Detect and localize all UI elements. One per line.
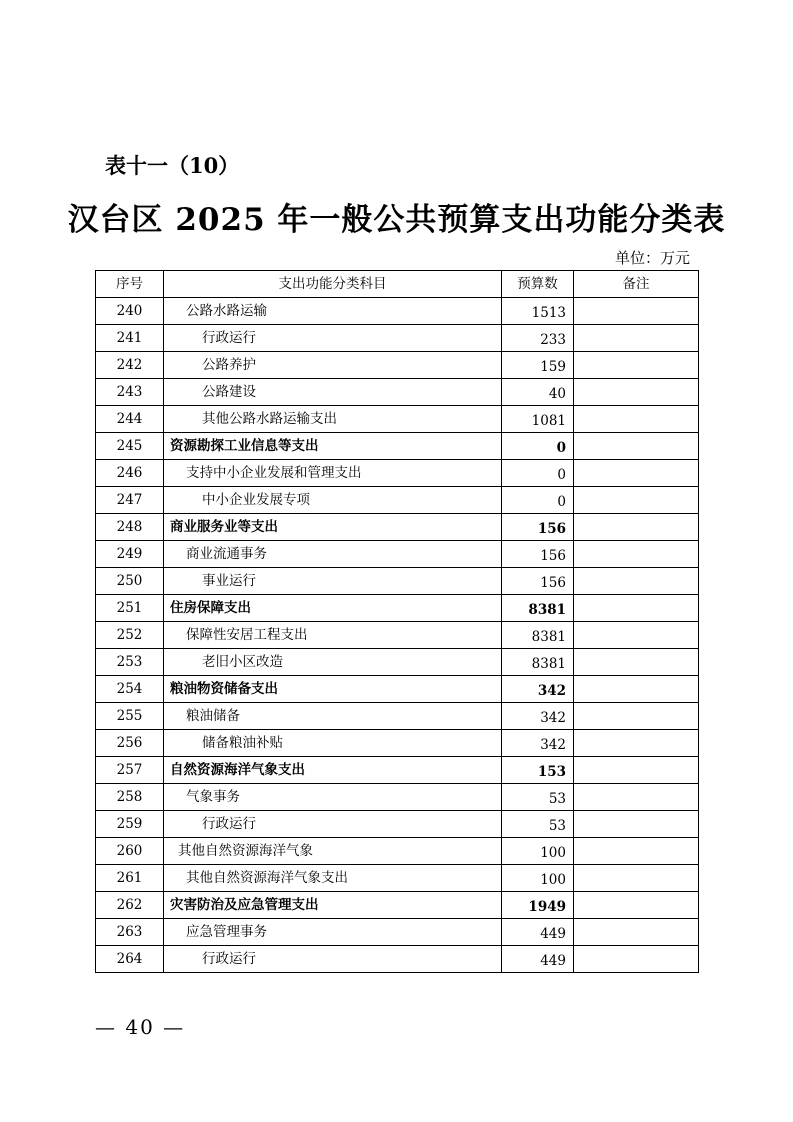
row-note	[574, 703, 699, 730]
row-seq: 256	[96, 730, 164, 757]
row-item: 气象事务	[164, 784, 502, 811]
table-row	[96, 730, 699, 757]
row-item: 商业服务业等支出	[164, 514, 502, 541]
row-item: 行政运行	[164, 811, 502, 838]
row-amount: 0	[502, 460, 574, 487]
row-item: 其他公路水路运输支出	[164, 406, 502, 433]
row-amount: 100	[502, 865, 574, 892]
row-seq: 243	[96, 379, 164, 406]
unit-label: 单位：万元	[614, 249, 690, 267]
table-row	[96, 676, 699, 703]
row-amount: 1513	[502, 298, 574, 325]
table-body	[96, 298, 699, 973]
table-header-row	[96, 271, 699, 298]
row-seq: 251	[96, 595, 164, 622]
table-row	[96, 460, 699, 487]
row-item: 粮油物资储备支出	[164, 676, 502, 703]
row-note	[574, 406, 699, 433]
row-note	[574, 379, 699, 406]
row-note	[574, 892, 699, 919]
row-note	[574, 946, 699, 973]
table-row	[96, 865, 699, 892]
row-amount: 53	[502, 811, 574, 838]
row-note	[574, 595, 699, 622]
row-item: 中小企业发展专项	[164, 487, 502, 514]
row-item: 住房保障支出	[164, 595, 502, 622]
column-header-item: 支出功能分类科目	[164, 271, 502, 298]
table-row	[96, 703, 699, 730]
row-seq: 241	[96, 325, 164, 352]
table-row	[96, 919, 699, 946]
row-item: 老旧小区改造	[164, 649, 502, 676]
row-seq: 244	[96, 406, 164, 433]
row-item: 行政运行	[164, 946, 502, 973]
row-seq: 263	[96, 919, 164, 946]
table-row	[96, 487, 699, 514]
row-amount: 100	[502, 838, 574, 865]
table-row	[96, 352, 699, 379]
row-seq: 261	[96, 865, 164, 892]
table-row	[96, 379, 699, 406]
column-header-seq: 序号	[96, 271, 164, 298]
row-item: 公路养护	[164, 352, 502, 379]
row-note	[574, 784, 699, 811]
table-row	[96, 433, 699, 460]
row-amount: 156	[502, 541, 574, 568]
row-seq: 262	[96, 892, 164, 919]
table-row	[96, 406, 699, 433]
row-item: 商业流通事务	[164, 541, 502, 568]
row-seq: 249	[96, 541, 164, 568]
row-amount: 342	[502, 730, 574, 757]
row-amount: 342	[502, 676, 574, 703]
row-item: 其他自然资源海洋气象支出	[164, 865, 502, 892]
table-row	[96, 811, 699, 838]
row-note	[574, 676, 699, 703]
budget-table	[95, 270, 699, 973]
table-row	[96, 784, 699, 811]
row-seq: 258	[96, 784, 164, 811]
row-note	[574, 757, 699, 784]
document-title: 汉台区 2025 年一般公共预算支出功能分类表	[67, 202, 726, 238]
row-note	[574, 919, 699, 946]
row-seq: 242	[96, 352, 164, 379]
row-amount: 1081	[502, 406, 574, 433]
row-item: 公路水路运输	[164, 298, 502, 325]
row-item: 行政运行	[164, 325, 502, 352]
row-note	[574, 514, 699, 541]
row-amount: 449	[502, 919, 574, 946]
row-amount: 40	[502, 379, 574, 406]
table-row	[96, 622, 699, 649]
row-note	[574, 460, 699, 487]
row-seq: 247	[96, 487, 164, 514]
row-note	[574, 487, 699, 514]
row-seq: 253	[96, 649, 164, 676]
row-seq: 260	[96, 838, 164, 865]
row-note	[574, 433, 699, 460]
row-amount: 156	[502, 568, 574, 595]
row-note	[574, 568, 699, 595]
row-amount: 0	[502, 487, 574, 514]
table-row	[96, 595, 699, 622]
row-item: 粮油储备	[164, 703, 502, 730]
row-amount: 53	[502, 784, 574, 811]
row-amount: 8381	[502, 622, 574, 649]
column-header-amount: 预算数	[502, 271, 574, 298]
row-item: 保障性安居工程支出	[164, 622, 502, 649]
row-item: 其他自然资源海洋气象	[164, 838, 502, 865]
row-amount: 342	[502, 703, 574, 730]
table-row	[96, 514, 699, 541]
row-seq: 264	[96, 946, 164, 973]
table-row	[96, 946, 699, 973]
row-note	[574, 730, 699, 757]
row-amount: 153	[502, 757, 574, 784]
row-note	[574, 352, 699, 379]
row-amount: 8381	[502, 649, 574, 676]
row-item: 应急管理事务	[164, 919, 502, 946]
table-row	[96, 298, 699, 325]
row-seq: 245	[96, 433, 164, 460]
row-amount: 156	[502, 514, 574, 541]
table-row	[96, 892, 699, 919]
row-note	[574, 325, 699, 352]
row-seq: 259	[96, 811, 164, 838]
table-row	[96, 757, 699, 784]
row-note	[574, 541, 699, 568]
row-seq: 255	[96, 703, 164, 730]
row-item: 储备粮油补贴	[164, 730, 502, 757]
row-amount: 233	[502, 325, 574, 352]
row-item: 灾害防治及应急管理支出	[164, 892, 502, 919]
row-item: 资源勘探工业信息等支出	[164, 433, 502, 460]
row-item: 自然资源海洋气象支出	[164, 757, 502, 784]
table-label: 表十一（10）	[105, 153, 240, 178]
row-note	[574, 649, 699, 676]
row-note	[574, 298, 699, 325]
table-row	[96, 649, 699, 676]
table-row	[96, 568, 699, 595]
row-amount: 449	[502, 946, 574, 973]
row-seq: 250	[96, 568, 164, 595]
row-seq: 257	[96, 757, 164, 784]
row-seq: 248	[96, 514, 164, 541]
row-note	[574, 838, 699, 865]
row-note	[574, 811, 699, 838]
row-amount: 159	[502, 352, 574, 379]
row-amount: 8381	[502, 595, 574, 622]
row-seq: 246	[96, 460, 164, 487]
row-seq: 240	[96, 298, 164, 325]
column-header-note: 备注	[574, 271, 699, 298]
row-amount: 1949	[502, 892, 574, 919]
table-row	[96, 541, 699, 568]
row-item: 事业运行	[164, 568, 502, 595]
row-seq: 252	[96, 622, 164, 649]
page-number: — 40 —	[95, 1015, 186, 1039]
row-item: 公路建设	[164, 379, 502, 406]
row-amount: 0	[502, 433, 574, 460]
table-row	[96, 325, 699, 352]
row-note	[574, 622, 699, 649]
table-row	[96, 838, 699, 865]
row-item: 支持中小企业发展和管理支出	[164, 460, 502, 487]
row-seq: 254	[96, 676, 164, 703]
row-note	[574, 865, 699, 892]
